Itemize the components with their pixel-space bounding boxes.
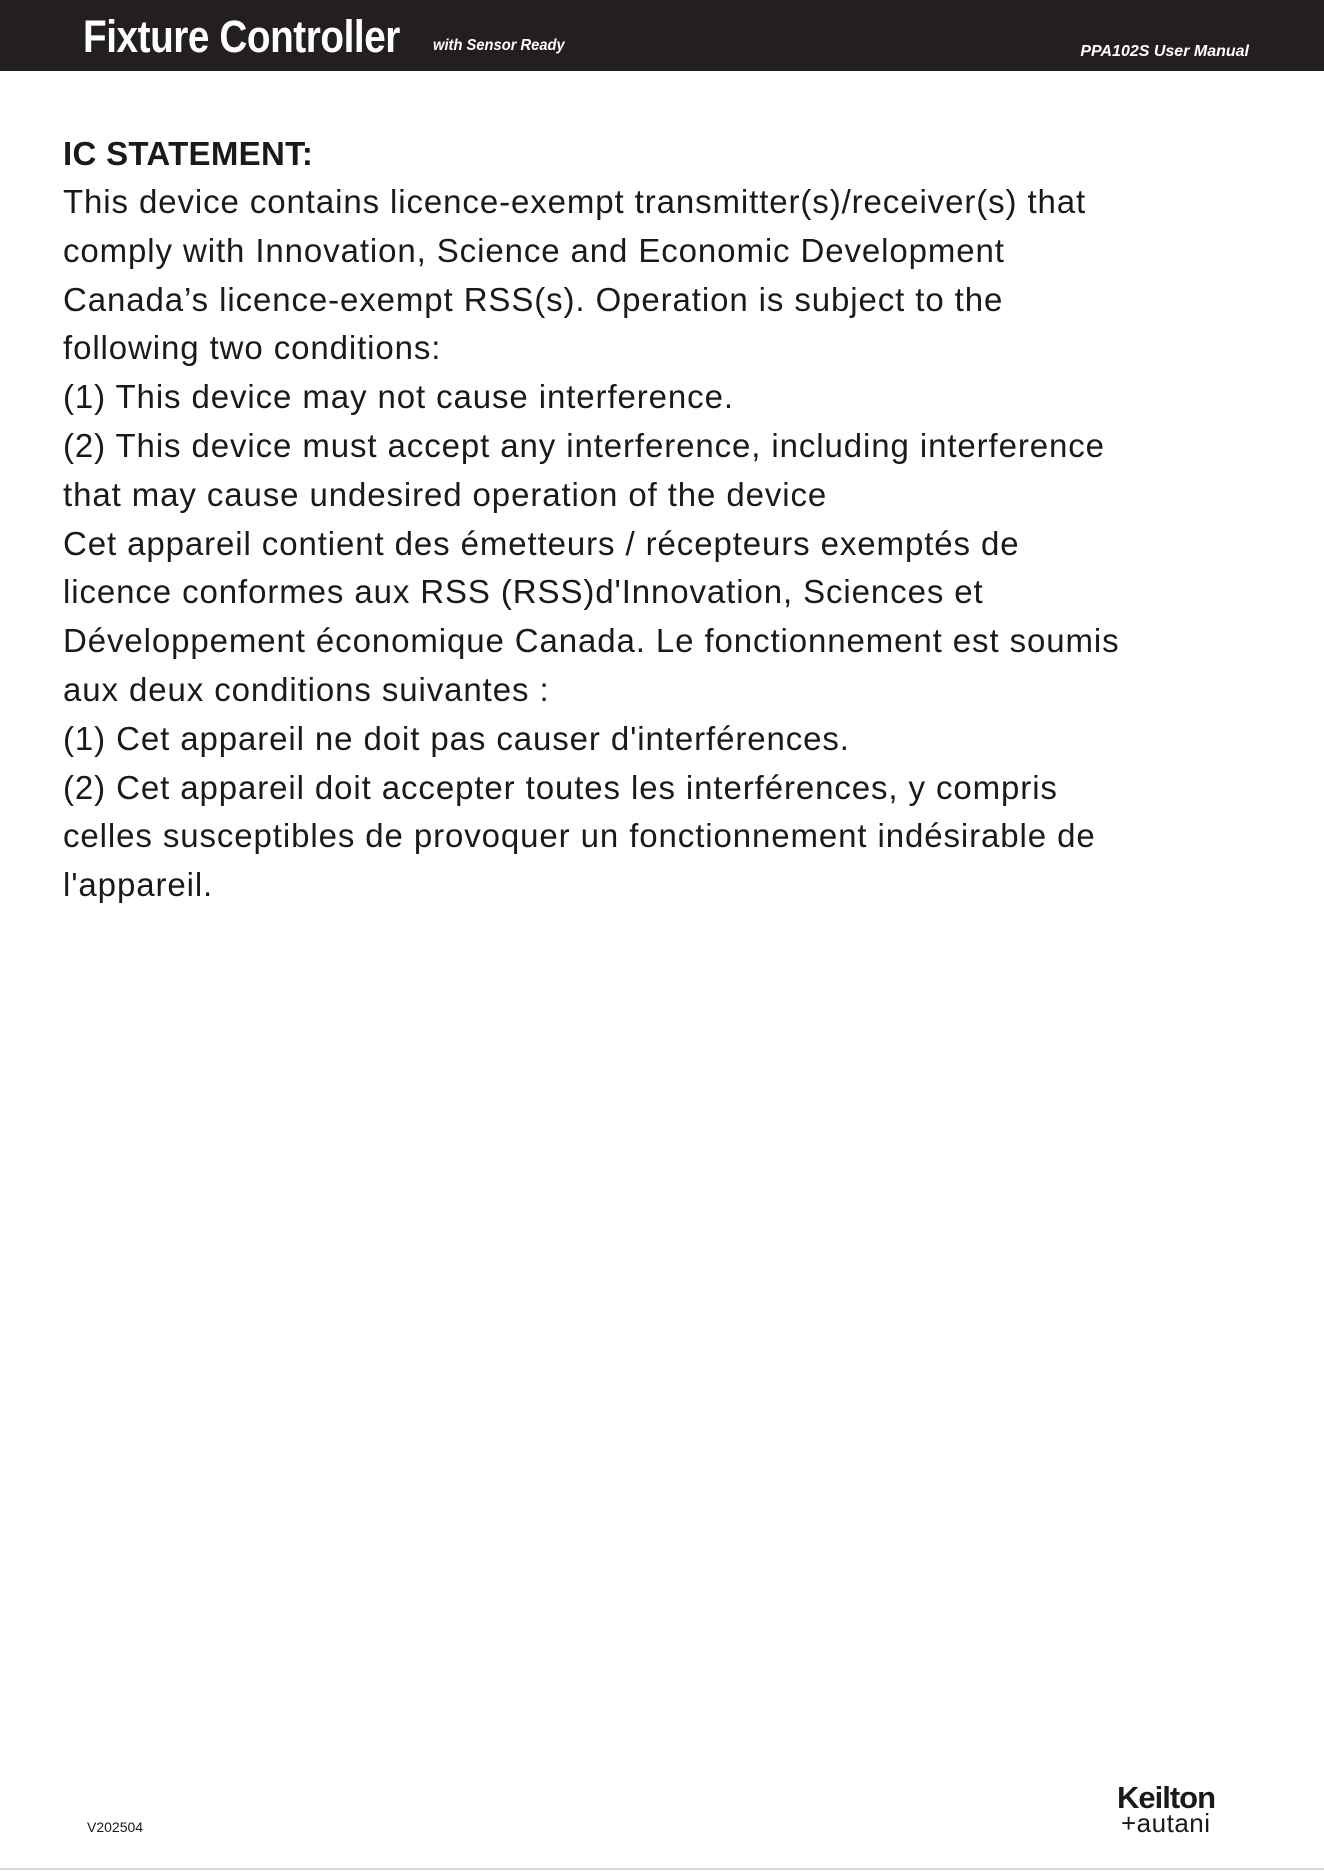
section-heading: IC STATEMENT: <box>63 135 314 172</box>
statement-line: that may cause undesired operation of the device <box>63 475 828 513</box>
ic-statement-section <box>63 130 1263 910</box>
statement-line: l'appareil. <box>63 866 214 904</box>
statement-line: celles susceptibles de provoquer un fonctionnement indésirable de <box>63 817 1096 855</box>
statement-line: comply with Innovation, Science and Economic Development <box>63 231 1005 269</box>
statement-line: (1) This device may not cause interference. <box>63 378 734 416</box>
statement-line: licence conformes aux RSS (RSS)d'Innovation, Sciences et <box>63 573 984 611</box>
version-label: V202504 <box>87 1819 144 1835</box>
statement-line: Canada’s licence-exempt RSS(s). Operation is subject to the <box>63 280 1004 318</box>
logo-wordmark-top: Keilton <box>1117 1780 1216 1815</box>
statement-line: Développement économique Canada. Le fonctionnement est soumis <box>63 622 1120 660</box>
statement-line: Cet appareil contient des émetteurs / récepteurs exemptés de <box>63 524 1020 562</box>
manual-label: PPA102S User Manual <box>1080 43 1249 60</box>
header-bar <box>0 0 1324 71</box>
statement-line: (2) Cet appareil doit accepter toutes les interférences, y compris <box>63 768 1058 806</box>
statement-body <box>63 178 1263 910</box>
statement-line: (2) This device must accept any interference, including interference <box>63 426 1105 464</box>
page-bottom-edge <box>0 1868 1324 1870</box>
logo-wordmark-bottom: +autani <box>1121 1808 1211 1838</box>
statement-line: following two conditions: <box>63 329 442 367</box>
statement-line: (1) Cet appareil ne doit pas causer d'interférences. <box>63 719 850 757</box>
brand-logo <box>1117 1782 1243 1838</box>
statement-line: This device contains licence-exempt transmitter(s)/receiver(s) that <box>63 183 1087 220</box>
document-subtitle: with Sensor Ready <box>433 37 565 54</box>
document-title: Fixture Controller <box>83 11 400 62</box>
statement-line: aux deux conditions suivantes : <box>63 670 550 708</box>
